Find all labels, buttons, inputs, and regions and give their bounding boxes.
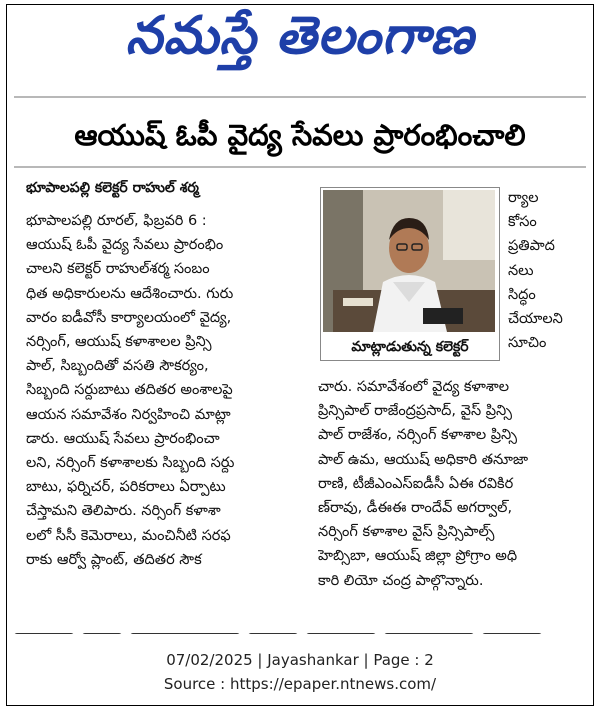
article-byline: భూపాలపల్లి కలెక్టర్ రాహుల్ శర్మ — [26, 180, 199, 196]
text-line: నర్సింగ్, ఆయుష్ కళాశాలల ప్రిన్సి — [26, 334, 212, 351]
text-line: కోసం — [508, 214, 537, 231]
text-line: ప్రతిపాద — [508, 238, 555, 255]
left-column — [26, 209, 294, 572]
text-line: చేయాలని — [508, 311, 563, 328]
text-line: సిద్ధం — [508, 286, 536, 303]
headline-rule — [14, 166, 586, 168]
page-footer — [0, 648, 600, 696]
text-line: చేస్తామని తెలిపారు. నర్సింగ్ కళాశా — [26, 503, 221, 520]
text-line: సూచిం — [508, 335, 547, 352]
text-line: పాల్ రాజేశం, నర్సింగ్ కళాశాల ప్రిన్సి — [318, 427, 518, 444]
text-line: రాకు ఆర్వో ప్లాంట్, తదితర సౌక — [26, 551, 202, 568]
footer-date-edition: 07/02/2025 | Jayashankar | Page : 2 — [166, 651, 434, 669]
text-line: సిబ్బంది సర్దుబాటు తదితర అంశాలపై — [26, 382, 233, 399]
cut-off-text-line — [14, 624, 586, 634]
text-line: లలో సీసీ కెమెరాలు, మంచినీటి సరఫ — [26, 527, 231, 544]
article-headline: ఆయుష్ ఓపీ వైద్య సేవలు ప్రారంభించాలి — [74, 118, 526, 152]
text-line: నర్సింగ్ కళాశాల వైస్ ప్రిన్సిపాల్స్ — [318, 524, 495, 541]
collector-photo-box — [320, 187, 500, 361]
text-line: హెబ్సిబా, ఆయుష్ జిల్లా ప్రోగ్రాం అధి — [318, 548, 518, 565]
text-line: భూపాలపల్లి రూరల్, ఫిబ్రవరి 6 : — [26, 213, 207, 229]
text-line: లని, నర్సింగ్ కళాశాలకు సిబ్బంది సర్దు — [26, 455, 235, 472]
text-line: బాటు, ఫర్నిచర్, పరికరాలు ఏర్పాటు — [26, 479, 226, 496]
text-line: ధిత అధికారులను ఆదేశించారు. గురు — [26, 285, 234, 302]
footer-source-link[interactable]: Source : https://epaper.ntnews.com/ — [163, 675, 437, 693]
text-line: డారు. ఆయుష్ సేవలు ప్రారంభించా — [26, 430, 220, 447]
right-narrow-column — [508, 186, 580, 355]
text-line: ఆయుష్ ఓపీ వైద్య సేవలు ప్రారంభిం — [26, 237, 224, 254]
masthead-rule — [14, 96, 586, 98]
text-line: చారు. సమావేశంలో వైద్య కళాశాల — [318, 379, 509, 395]
text-line: ఆయన సమావేశం నిర్వహించి మాట్లా — [26, 406, 231, 423]
text-line: పాల్ ఉమ, ఆయుష్ అధికారి తనూజా — [318, 451, 529, 468]
newspaper-masthead: నమస్తే తెలంగాణ — [125, 6, 475, 66]
text-line: ప్రిన్సిపాల్ రాజేంద్రప్రసాద్, వైస్ ప్రిన్సి — [318, 403, 513, 420]
text-line: రాణి, టీజీఎంఎస్ఐడీసీ ఏఈ రవికిర — [318, 475, 514, 492]
text-line: ర్యాల — [508, 190, 539, 206]
text-line: పాల్, సిబ్బందితో వసతి సౌకర్యం, — [26, 358, 209, 375]
text-line: చాలని కలెక్టర్ రాహుల్‌శర్మ సంబం — [26, 261, 210, 278]
photo-caption: మాట్లాడుతున్న కలెక్టర్ — [351, 339, 469, 355]
text-line: ణ్‌రావు, డీఈఈ రాందేవ్ అగర్వాల్, — [318, 500, 513, 517]
collector-photo — [323, 190, 495, 332]
text-line: వారం ఐడీవోసీ కార్యాలయంలో వైద్య, — [26, 309, 232, 326]
text-line: నలు — [508, 262, 534, 279]
text-line: కారి లియో చంద్ర పాల్గొన్నారు. — [318, 572, 484, 589]
right-wide-column — [318, 375, 582, 593]
